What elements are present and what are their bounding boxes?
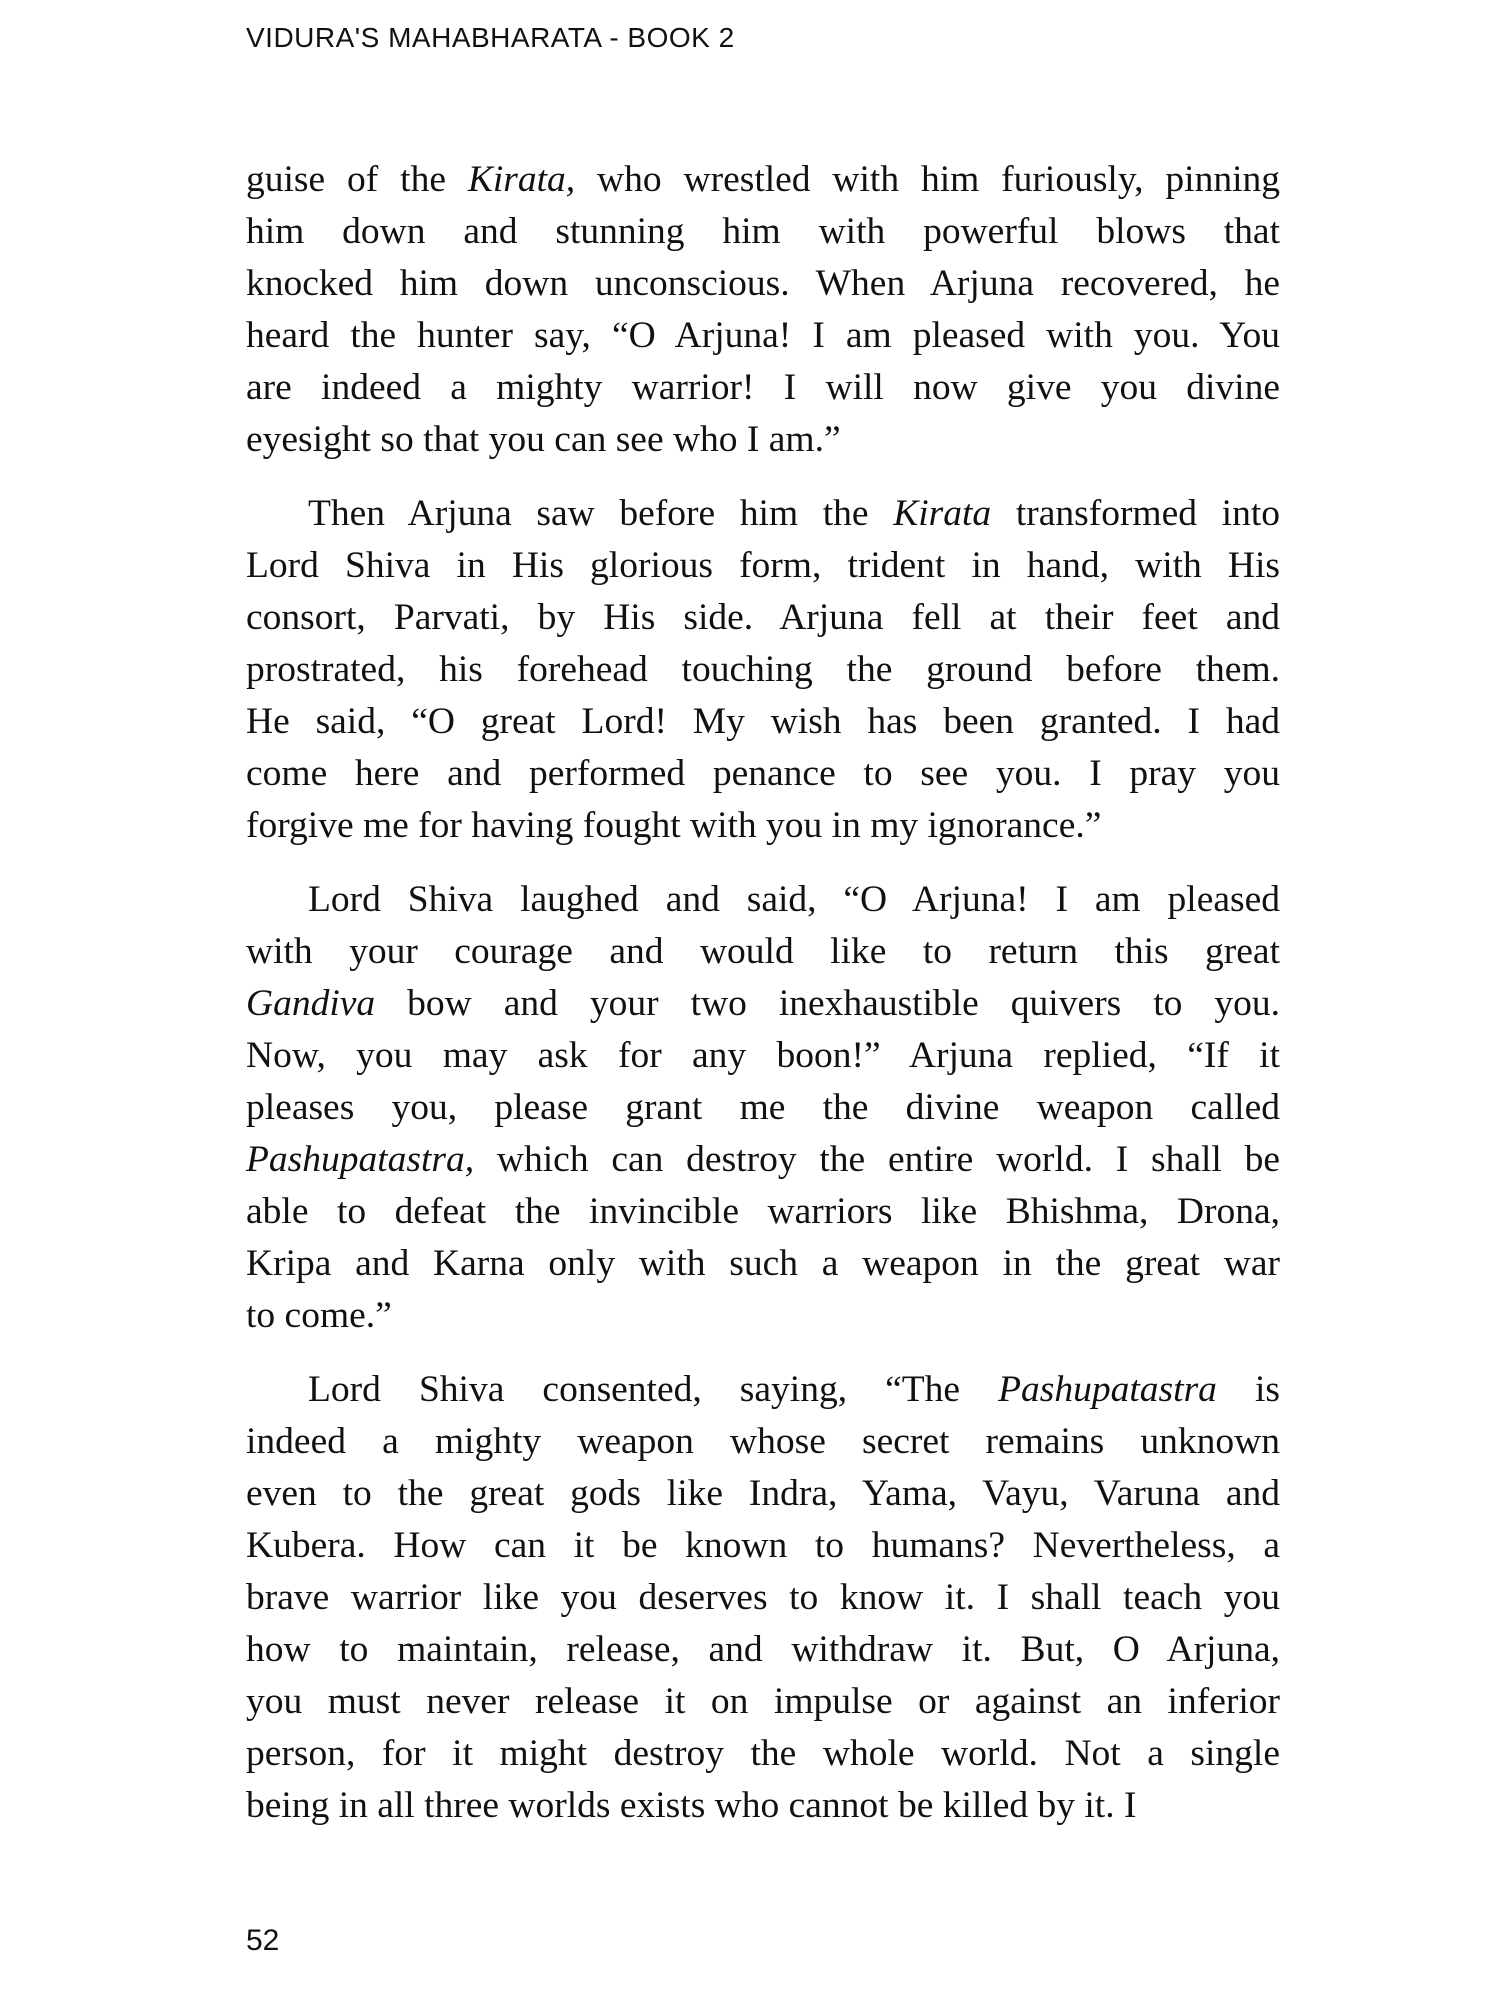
paragraph [246,1364,1280,1832]
text-line [246,1082,1280,1134]
text-run: bow and your two inexhaustible quivers to you. [375,983,1280,1024]
text-line [246,1186,1280,1238]
text-run: consort, Parvati, by His side. Arjuna fell at their feet and [246,597,1280,638]
text-run: person, for it might destroy the whole world. Not a single [246,1733,1280,1774]
text-run: Lord Shiva laughed and said, “O Arjuna! I am pleased [308,879,1280,920]
text-run: knocked him down unconscious. When Arjuna recovered, he [246,263,1280,304]
text-run: He said, “O great Lord! My wish has been granted. I had [246,701,1280,742]
text-line [246,978,1280,1030]
text-run: him down and stunning him with powerful blows that [246,211,1280,252]
text-line [246,874,1280,926]
text-run: pleases you, please grant me the divine weapon called [246,1087,1280,1128]
text-line [246,1416,1280,1468]
text-run: to come.” [246,1295,392,1336]
italic-term: Gandiva [246,983,376,1024]
text-line [246,592,1280,644]
text-run: which can destroy the entire world. I shall be [474,1139,1280,1180]
text-line [246,362,1280,414]
text-run: Kubera. How can it be known to humans? Nevertheless, a [246,1525,1280,1566]
text-run: you must never release it on impulse or against an inferior [246,1681,1280,1722]
text-line [246,800,1280,852]
text-run: how to maintain, release, and withdraw it. But, O Arjuna, [246,1629,1280,1670]
running-head: VIDURA'S MAHABHARATA - BOOK 2 [246,22,735,53]
text-run: Lord Shiva consented, saying, “The [308,1369,999,1410]
text-run: is [1216,1369,1280,1410]
text-line [246,1624,1280,1676]
text-run: transformed into [991,493,1280,534]
text-run: are indeed a mighty warrior! I will now give you divine [246,367,1280,408]
text-line [246,1468,1280,1520]
italic-term: Kirata [893,493,992,534]
text-line [246,1728,1280,1780]
text-run: heard the hunter say, “O Arjuna! I am pleased with you. You [246,315,1280,356]
text-line [246,644,1280,696]
text-run: who wrestled with him furiously, pinning [575,159,1280,200]
paragraph [246,874,1280,1342]
paragraph [246,154,1280,466]
text-line [246,1780,1280,1832]
paragraph [246,488,1280,852]
text-run: Now, you may ask for any boon!” Arjuna replied, “If it [246,1035,1280,1076]
text-run: prostrated, his forehead touching the ground before them. [246,649,1280,690]
text-line [246,310,1280,362]
text-run: Lord Shiva in His glorious form, trident in hand, with His [246,545,1280,586]
text-run: Then Arjuna saw before him the [308,493,894,534]
text-run: being in all three worlds exists who cannot be killed by it. I [246,1785,1137,1826]
text-run: with your courage and would like to return this great [246,931,1280,972]
text-line [246,154,1280,206]
text-line [246,1238,1280,1290]
text-run: indeed a mighty weapon whose secret remains unknown [246,1421,1280,1462]
text-run: eyesight so that you can see who I am.” [246,419,841,460]
text-line [246,488,1280,540]
body-text [246,154,1280,1854]
text-line [246,1676,1280,1728]
text-line [246,540,1280,592]
page-number: 52 [246,1924,280,1957]
italic-term: Pashupatastra, [246,1139,475,1180]
text-line [246,1290,1280,1342]
text-line [246,1134,1280,1186]
text-line [246,258,1280,310]
text-run: able to defeat the invincible warriors like Bhishma, Drona, [246,1191,1280,1232]
text-run: brave warrior like you deserves to know it. I shall teach you [246,1577,1280,1618]
text-line [246,1364,1280,1416]
text-line [246,414,1280,466]
text-line [246,1520,1280,1572]
text-run: guise of the [246,159,468,200]
text-line [246,696,1280,748]
text-line [246,1572,1280,1624]
text-run: even to the great gods like Indra, Yama, Vayu, Varuna and [246,1473,1280,1514]
text-run: forgive me for having fought with you in my ignorance.” [246,805,1102,846]
italic-term: Pashupatastra [998,1369,1217,1410]
text-line [246,206,1280,258]
text-run: Kripa and Karna only with such a weapon in the great war [246,1243,1280,1284]
text-line [246,926,1280,978]
text-run: come here and performed penance to see you. I pray you [246,753,1280,794]
text-line [246,1030,1280,1082]
italic-term: Kirata, [467,159,576,200]
text-line [246,748,1280,800]
